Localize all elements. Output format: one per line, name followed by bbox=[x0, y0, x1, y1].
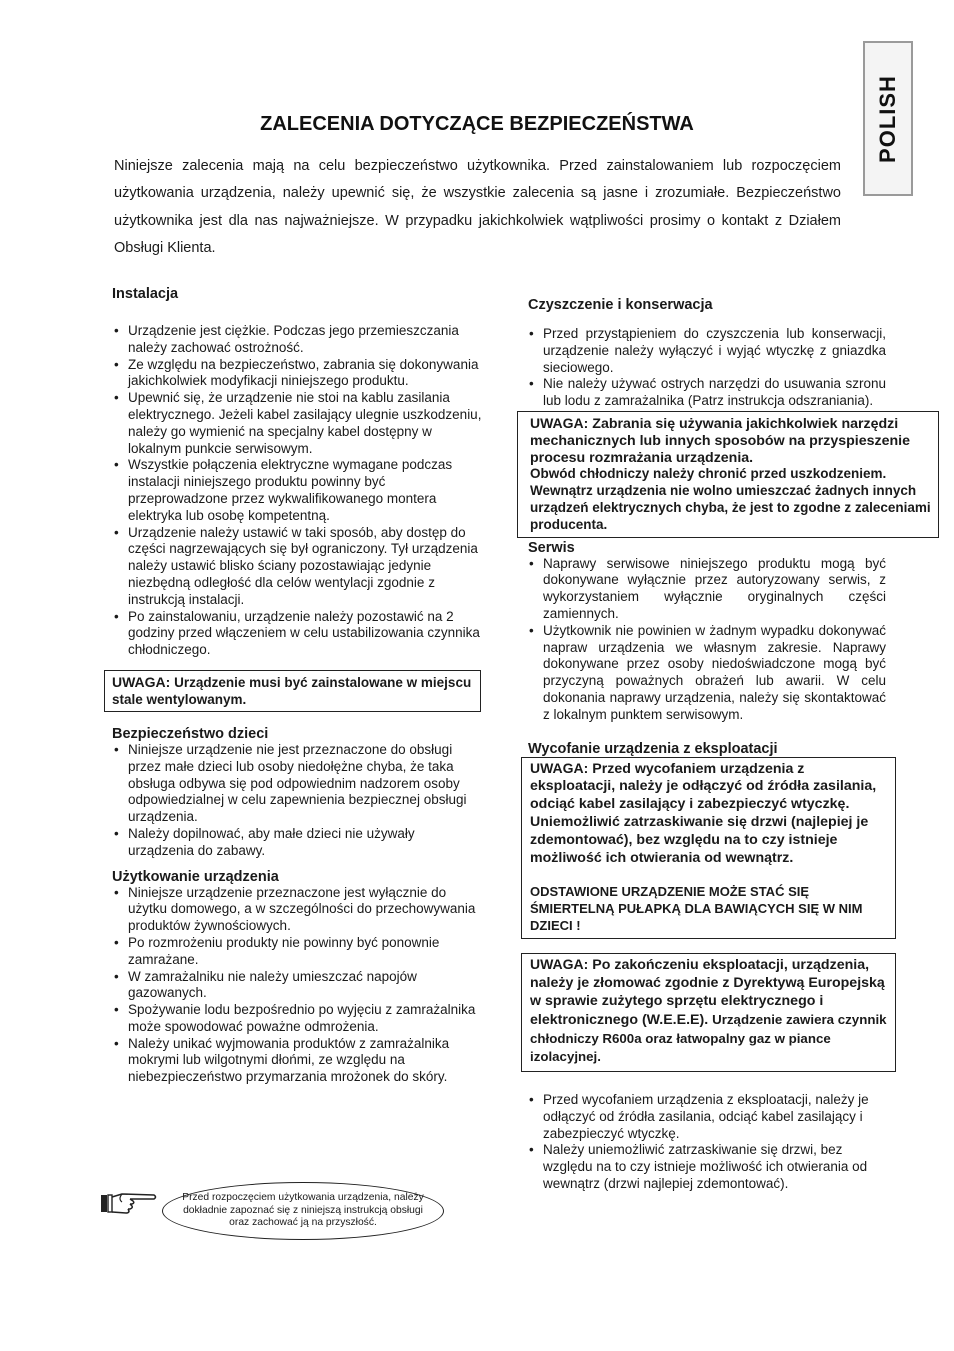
installation-list bbox=[112, 323, 482, 659]
warning-text: Przed wycofaniem urządzenia z eksploatacji, należy je odłączyć od źródła zasilania, odciąć kabel zasilający i zabezpieczyć wtyczkę. Uniemożliwić zatrzaskiwanie się drzwi (najlepiej je zdemontować), bez względu na to czy istnieje możliwość ich otwierania od wewnątrz. bbox=[530, 760, 877, 866]
cleaning-list bbox=[527, 326, 886, 410]
list-item: • Wszystkie połączenia elektryczne wymagane podczas instalacji niniejszego produktu powinny być przeprowadzone przez wykwalifikowanego montera elektryka lub osobę kompetentną. bbox=[112, 457, 482, 524]
list-item: • Niniejsze urządzenie nie jest przeznaczone do obsługi przez małe dzieci lub osoby niedołężne chyba, że taka obsługa odbywa się pod odpowiednim nadzorem osoby odpowiedzialnej w celu zapewnienia bezpiecznej obsługi urządzenia. bbox=[112, 742, 482, 826]
warning-caps-text: ODSTAWIONE URZĄDZENIE MOŻE STAĆ SIĘ ŚMIERTELNĄ PUŁAPKĄ DLA BAWIĄCYCH SIĘ W NIM DZIECI ! bbox=[530, 884, 863, 934]
warning-text: Po zakończeniu eksploatacji, urządzenia, należy je złomować zgodnie z Dyrektywą Europejską w sprawie zużytego sprzętu elektrycznego i elektronicznego (W.E.E.E). bbox=[530, 957, 885, 1028]
weee-warning-box bbox=[521, 953, 896, 1072]
page-title: ZALECENIA DOTYCZĄCE BEZPIECZEŃSTWA bbox=[260, 113, 694, 135]
installation-heading: Instalacja bbox=[112, 286, 179, 302]
child-safety-heading: Bezpieczeństwo dzieci bbox=[112, 725, 269, 742]
list-item: • Upewnić się, że urządzenie nie stoi na kablu zasilania elektrycznego. Jeżeli kabel zasilający ulegnie uszkodzeniu, należy go wymienić na specjalny kabel dostępny w lokalnym punkcie serwisowym. bbox=[112, 390, 482, 457]
list-item: • Nie należy używać ostrych narzędzi do usuwania szronu lub lodu z zamrażalnika (Patrz instrukcja odszraniania). bbox=[527, 376, 886, 410]
language-tab-label: POLISH bbox=[875, 74, 900, 163]
left-column bbox=[112, 286, 482, 1086]
list-item: • Spożywanie lodu bezpośrednio po wyjęciu z zamrażalnika może spowodować poważne odmrożenia. bbox=[112, 1002, 482, 1036]
list-item: • Przed wycofaniem urządzenia z eksploatacji, należy je odłączyć od źródła zasilania, odciąć kabel zasilający i zabezpieczyć wtyczkę. bbox=[527, 1092, 879, 1142]
disposal-warning-box bbox=[521, 757, 896, 940]
warning-text: Zabrania się używania jakichkolwiek narzędzi mechanicznych lub innych sposobów na przyspieszenie procesu rozmrażania urządzenia. bbox=[530, 415, 911, 466]
warning-label: UWAGA: bbox=[112, 673, 171, 690]
service-heading: Serwis bbox=[528, 539, 575, 556]
list-item: • Należy unikać wyjmowania produktów z zamrażalnika mokrymi lub wilgotnymi dłońmi, ze względu na niebezpieczeństwo przymarzania mrożonek do skóry. bbox=[112, 1036, 482, 1086]
list-item: • Naprawy serwisowe niniejszego produktu mogą być dokonywane wyłącznie przez autoryzowany serwis, z wykorzystaniem wyłącznie oryginalnych części zamiennych. bbox=[527, 556, 886, 623]
note-oval bbox=[162, 1182, 444, 1240]
child-safety-list bbox=[112, 742, 482, 860]
warning-text: Urządzenie zawiera czynnik chłodniczy R600a oraz łatwopalny gaz w piance izolacyjnej. bbox=[530, 1011, 887, 1065]
list-item: • Użytkownik nie powinien w żadnym wypadku dokonywać napraw urządzenia we własnym zakresie. Naprawy dokonywane przez osoby niedoświadczone mogą być przyczyną poważnych obrażeń lub awarii. W celu dokonania naprawy urządzenia, należy się skontaktować z lokalnym punktem serwisowym. bbox=[527, 623, 886, 724]
list-item: • Ze względu na bezpieczeństwo, zabrania się dokonywania jakichkolwiek modyfikacji niniejszego produktu. bbox=[112, 357, 482, 391]
cleaning-warning-box bbox=[517, 411, 939, 538]
right-column bbox=[527, 297, 939, 1193]
warning-label: UWAGA: bbox=[530, 956, 589, 973]
usage-heading: Użytkowanie urządzenia bbox=[112, 868, 279, 885]
reading-note bbox=[100, 1182, 450, 1242]
warning-label: UWAGA: bbox=[530, 414, 589, 431]
list-item: • Niniejsze urządzenie przeznaczone jest wyłącznie do użytku domowego, a w szczególności do przechowywania produktów żywnościowych. bbox=[112, 885, 482, 935]
intro-paragraph: Niniejsze zalecenia mają na celu bezpieczeństwo użytkownika. Przed zainstalowaniem lub rozpoczęciem użytkowania urządzenia, należy upewnić się, że wszystkie zalecenia są jasne i zrozumiałe. Bezpieczeństwo użytkownika jest dla nas najważniejsze. W przypadku jakichkolwiek wątpliwości prosimy o kontakt z Działem Obsługi Klienta. bbox=[114, 158, 841, 256]
disposal-list bbox=[527, 1092, 879, 1193]
cleaning-heading: Czyszczenie i konserwacja bbox=[528, 297, 713, 313]
list-item: • Po rozmrożeniu produkty nie powinny być ponownie zamrażane. bbox=[112, 935, 482, 969]
warning-text: Urządzenie musi być zainstalowane w miejscu stale wentylowanym. bbox=[112, 674, 472, 707]
disposal-heading: Wycofanie urządzenia z eksploatacji bbox=[528, 740, 778, 757]
list-item: • Po zainstalowaniu, urządzenie należy pozostawić na 2 godziny przed włączeniem w celu ustabilizowania czynnika chłodniczego. bbox=[112, 609, 482, 659]
note-text: Przed rozpoczęciem użytkowania urządzenia, należy dokładnie zapoznać się z niniejszą instrukcją obsługi oraz zachować ją na przyszłość. bbox=[182, 1192, 424, 1229]
list-item: • Urządzenie należy ustawić w taki sposób, aby dostęp do części nagrzewających się był ograniczony. Tył urządzenia należy ustawić blisko ściany pozostawiając jedynie niezbędną odległość dla celów wentylacji zgodnie z instrukcją instalacji. bbox=[112, 525, 482, 609]
list-item: • Urządzenie jest ciężkie. Podczas jego przemieszczania należy zachować ostrożność. bbox=[112, 323, 482, 357]
list-item: • Należy uniemożliwić zatrzaskiwanie się drzwi, bez względu na to czy istnieje możliwość ich otwierania od wewnątrz (drzwi najlepiej zdemontować). bbox=[527, 1142, 879, 1192]
list-item: • W zamrażalniku nie należy umieszczać napojów gazowanych. bbox=[112, 969, 482, 1003]
installation-warning-box bbox=[104, 670, 481, 712]
list-item: • Należy dopilnować, aby małe dzieci nie używały urządzenia do zabawy. bbox=[112, 826, 482, 860]
usage-list bbox=[112, 885, 482, 1087]
warning-text: Obwód chłodniczy należy chronić przed uszkodzeniem. Wewnątrz urządzenia nie wolno umieszczać żadnych innych urządzeń elektrycznych chyba, że jest to zgodne z zaleceniami producenta. bbox=[530, 466, 931, 532]
warning-label: UWAGA: bbox=[530, 759, 589, 776]
service-list bbox=[527, 556, 886, 724]
pointing-hand-icon bbox=[100, 1190, 158, 1216]
list-item: • Przed przystąpieniem do czyszczenia lub konserwacji, urządzenie należy wyłączyć i wyjąć wtyczkę z gniazdka sieciowego. bbox=[527, 326, 886, 376]
